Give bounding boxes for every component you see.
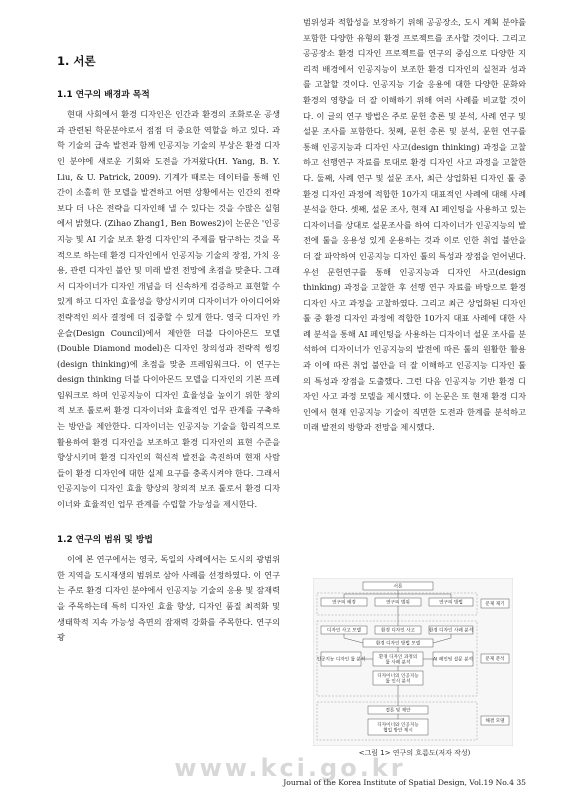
flow-side-label: 문제 분석: [485, 657, 505, 662]
watermark: www.kci.go.kr: [174, 754, 406, 782]
flow-text: 디자이너와 인공지능: [377, 722, 419, 728]
flow-text: 협업 방안 제시: [383, 728, 413, 734]
flow-text: 툴 인식 분석: [385, 679, 411, 685]
right-column: [303, 15, 526, 436]
flow-text: 디자인 사고 모델: [327, 628, 361, 634]
flow-side-label: 해결 모델: [485, 719, 505, 724]
flow-text: 환경 디자인 과정의: [378, 654, 418, 660]
flow-text: AI 페인팅 설문 분석: [433, 657, 473, 663]
flow-text: 결론 및 제안: [385, 708, 411, 714]
flow-side-label: 문제 제기: [485, 602, 505, 607]
page-footer: Journal of the Korea Institute of Spatial Design, Vol.19 No.4 35: [283, 778, 526, 787]
body-paragraph: 범위성과 적합성을 보장하기 위해 공공장소, 도시 계획 분야를 포함한 다양한 유형의 환경 프로젝트를 조사할 것이다. 그리고 공공장소 환경 디자인 프로젝트를 연구의 중심으로 다양한 지리적 배경에서 인공지능이 보조한 환경 디자인의 실천과 성과를 고찰할 것이다. 인공지능 기술 응용에 대한 다양한 문화와 환경의 영향을 더 잘 이해하기 위해 여러 사례를 비교할 것이다. 이 글의 연구 방법은 주로 문헌 총론 및 분석, 사례 연구 및 설문 조사를 포함한다. 첫째, 문헌 총론 및 분석, 문헌 연구를 통해 인공지능과 디자인 사고(design thinking) 과정을 고찰하고 선행연구 자료를 토대로 환경 디자인 사고 과정을 고찰한다. 둘째, 사례 연구 및 설문 조사, 최근 상업화된 디자인 툴 중 환경 디자인 과정에 적합한 10가지 대표적인 사례에 대해 사례 분석을 한다. 셋째, 설문 조사, 현재 AI 페인팅을 사용하고 있는 디자이너를 상대로 설문조사를 하여 디자이너가 인공지능의 발전에 툴을 응용성 있게 운용하는 것과 이로 인한 취업 불안을 더 잘 파악하여 인공지능 디자인 툴의 특성과 장점을 얻어낸다. 우선 문헌연구를 통해 인공지능과 디자인 사고(design thinking) 과정을 고찰한 후 선행 연구 자료를 바탕으로 환경 디자인 사고 과정을 고찰하였다. 그리고 최근 상업화된 디자인 툴 중 환경 디자인 과정에 적합한 10가지 대표 사례에 대한 사례 분석을 통해 AI 페인팅을 사용하는 디자이너 설문 조사를 분석하여 디자이너가 인공지능의 발전에 따른 툴의 원활한 활용과 이에 따른 취업 불안을 더 잘 이해하고 인공지능 디자인 툴의 특성과 장점을 도출했다. 그런 다음 인공지능 기반 환경 디자인 사고 과정 모델을 제시했다. 이 논문은 또 현재 환경 디자인에서 현재 인공지능 기술이 직면한 도전과 한계를 분석하고 미래 발전의 방향과 전망을 제시했다.: [303, 17, 526, 433]
body-paragraph: 현대 사회에서 환경 디자인은 인간과 환경의 조화로운 공생과 관련된 학문분야로서 점점 더 중요한 역할을 하고 있다. 과학 기술의 급속 발전과 함께 인공지능 기술의 부상은 환경 디자인 분야에 새로운 기회와 도전을 가져왔다(H. Yang, B. Y. Liu, & U. Patrick, 2009). 기계가 때로는 데이터를 통해 인간이 소홀히 한 모델을 발견하고 어떤 상황에서는 인간의 전략보다 더 나은 전략을 디자인해 낼 수 있다는 것을 수많은 실험에서 밝혔다. (Zihao Zhang1, Ben Bowes2)이 논문은 '인공지능 및 AI 기술 보조 환경 디자인'의 주제를 탐구하는 것을 목적으로 하는데 환경 디자인에서 인공지능 기술의 장점, 가치 응용, 관련 디자인 불안 및 미래 발전 전망에 초점을 맞춘다. 그래서 디자이너가 디자인 개념을 더 신속하게 검증하고 표현할 수 있게 하고 디자인 효율성을 향상시키며 디자이너가 아이디어와 전략적인 의사 결정에 더 집중할 수 있게 한다. 영국 디자인 카운슬(Design Council)에서 제안한 더블 다이아몬드 모델(Double Diamond model)은 디자인 창의성과 전략적 씽킹(design thinking)에 초점을 맞춘 프레임워크다. 이 연구는 design thinking 더블 다이아몬드 모델을 디자인의 기본 프레임워크로 하며 인공지능이 디자인 효율성을 높이기 위한 창의적 보조 툴로써 환경 디자이너와 효율적인 업무 관계를 구축하는 방안을 제안한다. 디자이너는 인공지능 기술을 합리적으로 활용하여 환경 디자인을 보조하고 환경 디자인의 표현 수준을 향상시키며 환경 디자인의 혁신적 발전을 촉진하며 현재 사람들이 환경 디자인에 대한 실제 요구를 충족시켜야 한다. 그래서 인공지능이 디자인 효율 향상의 창의적 보조 툴로서 환경 디자이너와 효율적인 업무 관계를 수립할 가능성을 제시한다.: [57, 109, 280, 510]
flow-text: 환경 디자인 사례 분석: [428, 628, 474, 634]
figure-caption: <그림 1> 연구의 흐름도(저자 작성): [358, 749, 471, 757]
subsection-title-2: 1.2 연구의 범위 및 방법: [57, 534, 153, 545]
flow-text: 환경 디자인 방법 모델: [375, 641, 421, 647]
flow-text: 서론: [393, 584, 403, 590]
section-title: 1. 서론: [57, 54, 96, 68]
flow-text: 연구의 방법: [439, 600, 463, 606]
flow-text: 연구의 범위: [386, 600, 410, 606]
flow-text: 툴 사례 분석: [385, 660, 411, 666]
flow-text: 환경 디자인 사고: [381, 628, 415, 634]
subsection-title-1: 1.1 연구의 배경과 목적: [57, 89, 150, 100]
flow-text: 디자이너의 인공지능: [377, 673, 419, 679]
left-column: [57, 54, 280, 646]
research-flowchart: [313, 578, 513, 746]
flow-text: 연구의 배경: [332, 600, 356, 606]
body-paragraph: 이에 본 연구에서는 영국, 독일의 사례에서는 도시의 광범위한 지역을 도시재생의 범위로 삼아 사례를 선정하였다. 이 연구는 주로 환경 디자인 분야에서 인공지능 기술의 응용 및 잠재력을 주목하는데 특히 디자인 효율 향상, 디자인 품질 최적화 및 생태학적 지속 가능성 측면의 잠재력 강화를 주목한다. 연구의 광: [57, 554, 280, 643]
flow-text: 인공지능 디자인 툴 분석: [316, 657, 366, 663]
